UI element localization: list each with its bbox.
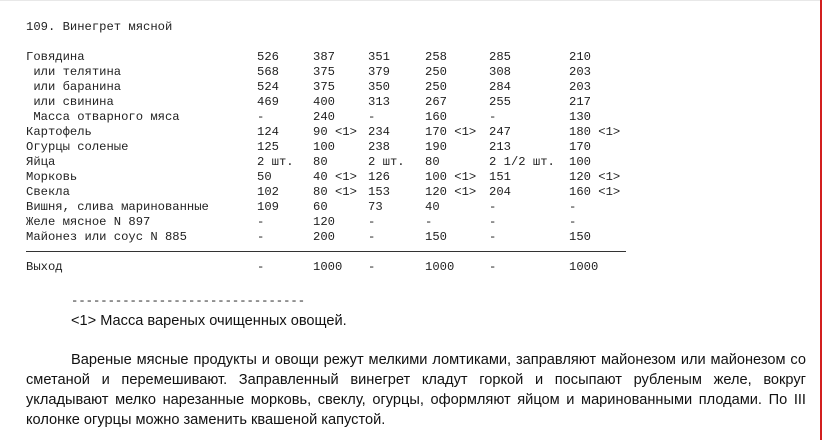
quantity-col-4: 100 <1> — [425, 170, 477, 184]
quantity-col-1: 102 — [257, 185, 279, 199]
quantity-col-4: 267 — [425, 95, 447, 109]
quantity-col-3: 351 — [368, 50, 390, 64]
ingredient-name: Выход — [26, 260, 63, 274]
quantity-col-1: 109 — [257, 200, 279, 214]
quantity-col-1: 124 — [257, 125, 279, 139]
quantity-col-6: 170 — [569, 140, 591, 154]
quantity-col-4: 150 — [425, 230, 447, 244]
recipe-title: 109. Винегрет мясной — [26, 20, 173, 34]
quantity-col-6: 150 — [569, 230, 591, 244]
quantity-col-2: 400 — [313, 95, 335, 109]
quantity-col-3: - — [368, 110, 376, 124]
footnote-text: <1> Масса вареных очищенных овощей. — [71, 313, 347, 329]
ingredient-name: или свинина — [26, 95, 114, 109]
table-row — [26, 200, 646, 215]
top-border — [0, 0, 822, 1]
quantity-col-4: 40 — [425, 200, 440, 214]
quantity-col-1: 568 — [257, 65, 279, 79]
quantity-col-4: 80 — [425, 155, 440, 169]
quantity-col-2: 100 — [313, 140, 335, 154]
ingredient-name: Масса отварного мяса — [26, 110, 180, 124]
quantity-col-2: 387 — [313, 50, 335, 64]
quantity-col-5: 255 — [489, 95, 511, 109]
quantity-col-6: 210 — [569, 50, 591, 64]
ingredient-name: Свекла — [26, 185, 70, 199]
quantity-col-5: 213 — [489, 140, 511, 154]
table-row — [26, 155, 646, 170]
quantity-col-2: 375 — [313, 65, 335, 79]
table-row — [26, 125, 646, 140]
quantity-col-3: 126 — [368, 170, 390, 184]
quantity-col-1: 526 — [257, 50, 279, 64]
quantity-col-1: - — [257, 260, 265, 274]
quantity-col-5: 284 — [489, 80, 511, 94]
table-row — [26, 215, 646, 230]
quantity-col-3: 350 — [368, 80, 390, 94]
quantity-col-2: 375 — [313, 80, 335, 94]
quantity-col-1: - — [257, 215, 265, 229]
quantity-col-5: - — [489, 260, 497, 274]
quantity-col-4: - — [425, 215, 433, 229]
total-row — [26, 260, 646, 275]
quantity-col-5: 285 — [489, 50, 511, 64]
table-row — [26, 50, 646, 65]
ingredient-name: Вишня, слива маринованные — [26, 200, 209, 214]
ingredient-name: Майонез или соус N 885 — [26, 230, 187, 244]
ingredient-name: Морковь — [26, 170, 78, 184]
quantity-col-3: - — [368, 215, 376, 229]
quantity-col-6: 100 — [569, 155, 591, 169]
table-row — [26, 95, 646, 110]
table-row — [26, 140, 646, 155]
quantity-col-4: 258 — [425, 50, 447, 64]
ingredient-name: Яйца — [26, 155, 56, 169]
quantity-col-2: 90 <1> — [313, 125, 357, 139]
quantity-col-4: 250 — [425, 65, 447, 79]
table-row — [26, 170, 646, 185]
quantity-col-3: 73 — [368, 200, 383, 214]
footnote-separator: -------------------------------- — [71, 294, 306, 308]
quantity-col-6: 160 <1> — [569, 185, 621, 199]
ingredient-name: Огурцы соленые — [26, 140, 129, 154]
quantity-col-3: - — [368, 260, 376, 274]
quantity-col-4: 160 — [425, 110, 447, 124]
table-row — [26, 185, 646, 200]
quantity-col-5: 247 — [489, 125, 511, 139]
quantity-col-4: 190 — [425, 140, 447, 154]
quantity-col-1: 125 — [257, 140, 279, 154]
quantity-col-2: 200 — [313, 230, 335, 244]
cooking-instructions: Вареные мясные продукты и овощи режут мелкими ломтиками, заправляют майонезом или майонезом со сметаной и перемешивают. Заправленный винегрет кладут горкой и посыпают рубленым желе, вокруг укладывают мелко нарезанные морковь, свеклу, огурцы, оформляют яйцом и маринованными плодами. По III колонке огурцы можно заменить квашеной капустой. — [26, 352, 806, 428]
quantity-col-2: 80 — [313, 155, 328, 169]
ingredient-name: или баранина — [26, 80, 122, 94]
ingredient-name: Картофель — [26, 125, 92, 139]
ingredient-name: Желе мясное N 897 — [26, 215, 151, 229]
recipe-table — [26, 20, 646, 275]
quantity-col-1: 469 — [257, 95, 279, 109]
quantity-col-3: 153 — [368, 185, 390, 199]
quantity-col-3: 379 — [368, 65, 390, 79]
quantity-col-1: 50 — [257, 170, 272, 184]
quantity-col-3: 2 шт. — [368, 155, 405, 169]
quantity-col-4: 1000 — [425, 260, 455, 274]
ingredient-name: или телятина — [26, 65, 122, 79]
quantity-col-6: 130 — [569, 110, 591, 124]
quantity-col-5: - — [489, 110, 497, 124]
quantity-col-5: - — [489, 215, 497, 229]
table-row — [26, 80, 646, 95]
ingredient-name: Говядина — [26, 50, 85, 64]
quantity-col-5: 308 — [489, 65, 511, 79]
quantity-col-5: 2 1/2 шт. — [489, 155, 555, 169]
quantity-col-2: 60 — [313, 200, 328, 214]
quantity-col-2: 80 <1> — [313, 185, 357, 199]
table-rule — [26, 251, 626, 252]
quantity-col-1: 524 — [257, 80, 279, 94]
quantity-col-3: 313 — [368, 95, 390, 109]
quantity-col-2: 40 <1> — [313, 170, 357, 184]
quantity-col-6: - — [569, 200, 577, 214]
quantity-col-6: 1000 — [569, 260, 599, 274]
quantity-col-1: - — [257, 110, 265, 124]
quantity-col-3: 234 — [368, 125, 390, 139]
quantity-col-6: - — [569, 215, 577, 229]
quantity-col-6: 203 — [569, 80, 591, 94]
quantity-col-2: 120 — [313, 215, 335, 229]
quantity-col-3: 238 — [368, 140, 390, 154]
ingredient-rows — [26, 50, 646, 245]
quantity-col-6: 217 — [569, 95, 591, 109]
quantity-col-6: 180 <1> — [569, 125, 621, 139]
quantity-col-3: - — [368, 230, 376, 244]
yield-row — [26, 260, 646, 275]
quantity-col-6: 203 — [569, 65, 591, 79]
quantity-col-5: 204 — [489, 185, 511, 199]
quantity-col-2: 1000 — [313, 260, 343, 274]
table-row — [26, 110, 646, 125]
quantity-col-6: 120 <1> — [569, 170, 621, 184]
quantity-col-4: 170 <1> — [425, 125, 477, 139]
quantity-col-5: - — [489, 200, 497, 214]
quantity-col-2: 240 — [313, 110, 335, 124]
quantity-col-1: - — [257, 230, 265, 244]
quantity-col-4: 250 — [425, 80, 447, 94]
quantity-col-4: 120 <1> — [425, 185, 477, 199]
quantity-col-5: - — [489, 230, 497, 244]
quantity-col-1: 2 шт. — [257, 155, 294, 169]
quantity-col-5: 151 — [489, 170, 511, 184]
table-row — [26, 230, 646, 245]
table-row — [26, 65, 646, 80]
